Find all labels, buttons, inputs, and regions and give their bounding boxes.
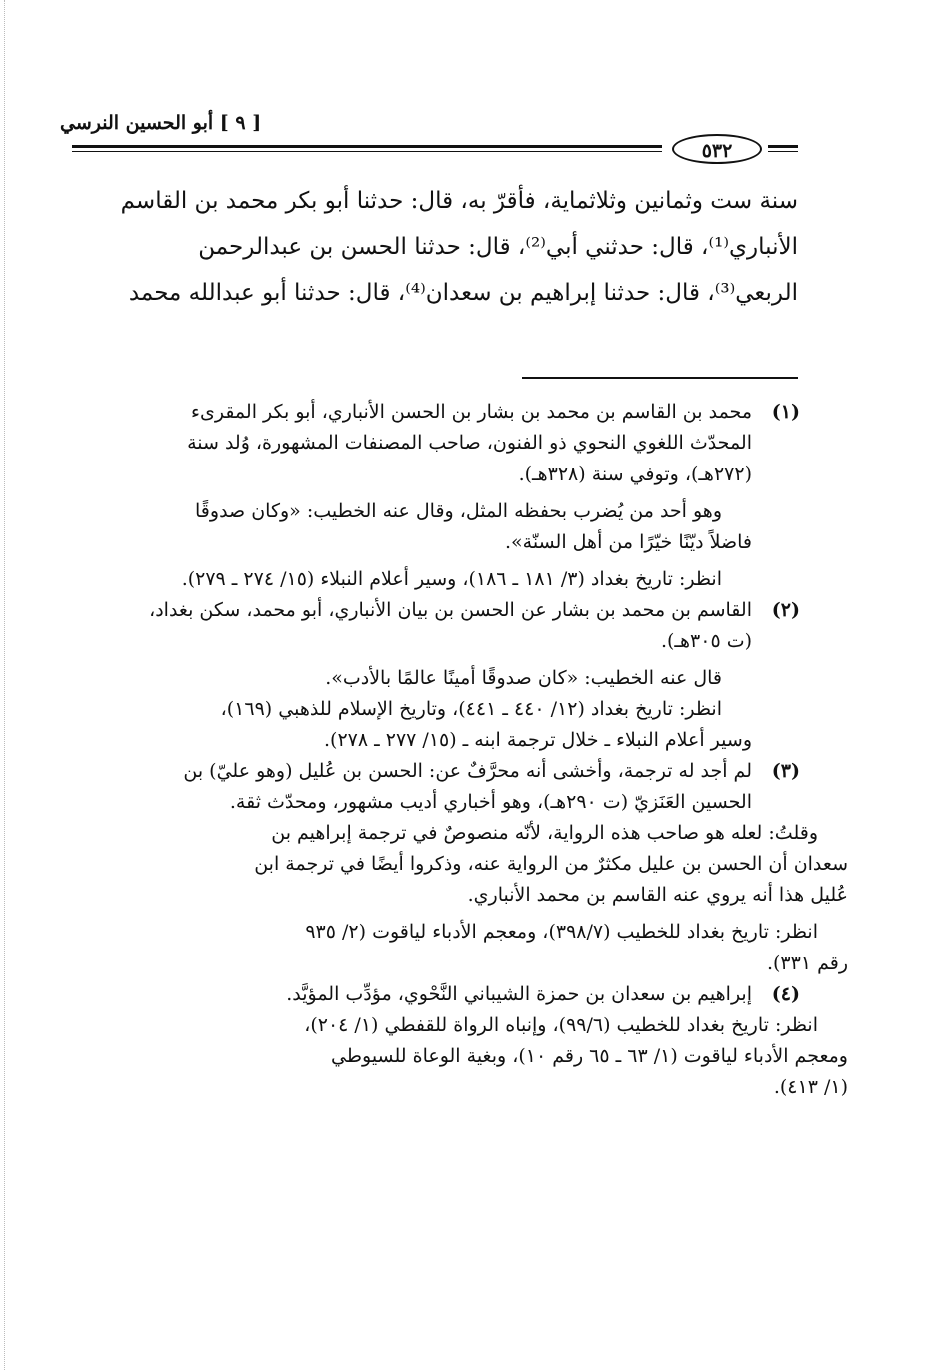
header-rule-thick	[72, 145, 662, 148]
footnote-line: وقلتُ: لعله هو صاحب هذه الرواية، لأنّه منصوصٌ في ترجمة إبراهيم بن	[271, 822, 818, 844]
footnote-2	[80, 595, 800, 756]
footnotes	[80, 397, 848, 1103]
footnote-line: انظر: تاريخ بغداد (٣/ ١٨١ ـ ١٨٦)، وسير أعلام النبلاء (١٥/ ٢٧٤ ـ ٢٧٩).	[181, 568, 722, 590]
footnote-line: انظر: تاريخ بغداد (١٢/ ٤٤٠ ـ ٤٤١)، وتاريخ الإسلام للذهبي (١٦٩)،	[220, 698, 722, 720]
footnote-separator	[522, 377, 798, 379]
footnote-line: سعدان أن الحسن بن عليل مكثرٌ من الرواية عنه، وذكروا أيضًا في ترجمة ابن	[254, 853, 848, 875]
footnote-line: الحسين العَنَزيّ (ت ٢٩٠هـ)، وهو أخباري أديب مشهور، ومحدّث ثقة.	[229, 791, 752, 813]
header-rule-right-thin	[768, 151, 798, 152]
footnote-line: إبراهيم بن سعدان بن حمزة الشيباني النَّحْوي، مؤدِّب المؤيَّد.	[286, 983, 752, 1005]
footnote-number: (٢)	[771, 599, 800, 621]
footnote-number: (٣)	[771, 760, 800, 782]
footnote-number: (٤)	[771, 983, 800, 1005]
footnote-line: ومعجم الأدباء لياقوت (١/ ٦٣ ـ ٦٥ رقم ١٠)، وبغية الوعاة للسيوطي	[331, 1045, 848, 1067]
footnote-line: محمد بن القاسم بن محمد بن بشار بن الحسن الأنباري، أبو بكر المقرىء	[191, 401, 752, 423]
main-line: الربعي⁽³⁾، قال: حدثنا إبراهيم بن سعدان⁽⁴⁾، قال: حدثنا أبو عبدالله محمد	[128, 280, 798, 306]
footnote-line: لم أجد له ترجمة، وأخشى أنه محرَّفٌ عن: الحسن بن عُليل (وهو عليّ) بن	[183, 760, 752, 782]
footnote-line: (٢٧٢هـ)، وتوفي سنة (٣٢٨هـ).	[518, 463, 752, 485]
page-number: ٥٣٢	[672, 134, 762, 164]
footnote-line: وسير أعلام النبلاء ـ خلال ترجمة ابنه ـ (١٥/ ٢٧٧ ـ ٢٧٨).	[324, 729, 752, 751]
footnote-line: رقم ٣٣١).	[766, 952, 848, 974]
footnote-line: عُليل هذا أنه يروي عنه القاسم بن محمد الأنباري.	[467, 884, 848, 906]
footnote-line: المحدّث اللغوي النحوي ذو الفنون، صاحب المصنفات المشهورة، وُلد سنة	[187, 432, 752, 454]
header-rule-thin	[72, 151, 662, 152]
footnote-line: انظر: تاريخ بغداد للخطيب (٣٩٨/٧)، ومعجم الأدباء لياقوت (٢/ ٩٣٥	[305, 921, 818, 943]
main-line: الأنباري⁽¹⁾، قال: حدثني أبي⁽²⁾، قال: حدثنا الحسن بن عبدالرحمن	[198, 234, 798, 260]
scan-edge	[4, 0, 5, 1370]
footnote-4	[80, 979, 848, 1103]
footnote-line: انظر: تاريخ بغداد للخطيب (٩٩/٦)، وإنباه الرواة للقفطي (١/ ٢٠٤)،	[304, 1014, 818, 1036]
footnote-3	[80, 756, 848, 979]
footnote-line: قال عنه الخطيب: «كان صدوقًا أمينًا عالمًا بالأدب».	[325, 667, 722, 689]
footnote-line: فاضلاً ديّنًا خيّرًا من أهل السنّة».	[505, 531, 752, 553]
footnote-line: (١/ ٤١٣).	[773, 1076, 848, 1098]
running-head: [ ٩ ] أبو الحسين النرسي	[60, 112, 262, 134]
main-text	[80, 178, 798, 316]
footnote-line: وهو أحد من يُضرب بحفظه المثل، وقال عنه الخطيب: «وكان صدوقًا	[195, 500, 722, 522]
footnote-line: (ت ٣٠٥هـ).	[660, 630, 752, 652]
header-rule-right-thick	[768, 145, 798, 148]
footnote-number: (١)	[771, 401, 800, 423]
footnote-1	[80, 397, 800, 595]
footnote-line: القاسم بن محمد بن بشار عن الحسن بن بيان الأنباري، أبو محمد، سكن بغداد،	[149, 599, 752, 621]
main-line: سنة ست وثمانين وثلاثماية، فأقرّ به، قال: حدثنا أبو بكر محمد بن القاسم	[120, 188, 798, 214]
